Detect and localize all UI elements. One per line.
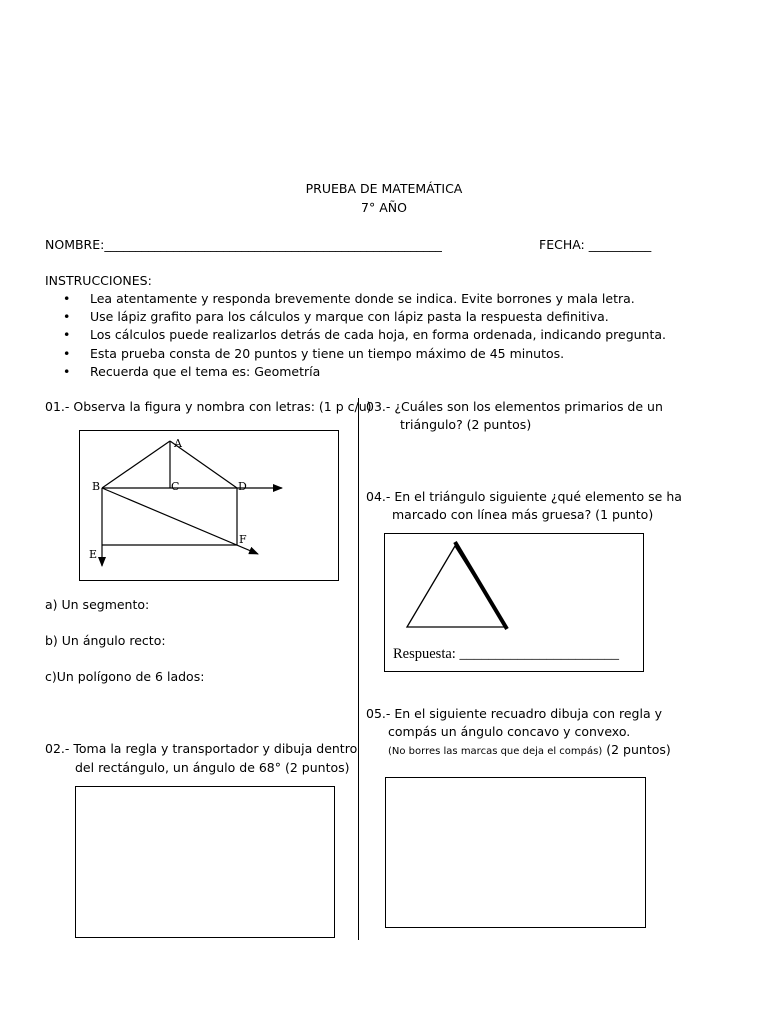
- q01-part-b: b) Un ángulo recto:: [45, 633, 166, 648]
- instruction-item: • Lea atentamente y responda brevemente donde se indica. Evite borrones y mala letra.: [63, 290, 666, 308]
- name-blank[interactable]: ______________________________________________________: [104, 237, 442, 252]
- date-label: FECHA:: [539, 237, 585, 252]
- q02-prompt-line1: 02.- Toma la regla y transportador y dibuja dentro: [45, 741, 358, 756]
- date-blank[interactable]: __________: [588, 237, 652, 252]
- q04-prompt-line1: 04.- En el triángulo siguiente ¿qué elemento se ha: [366, 489, 682, 504]
- q01-part-c: c)Un polígono de 6 lados:: [45, 669, 205, 684]
- instruction-item: • Los cálculos puede realizarlos detrás de cada hoja, en forma ordenada, indicando pregunta.: [63, 326, 666, 344]
- q02-prompt-line2: del rectángulo, un ángulo de 68° (2 puntos): [75, 760, 350, 775]
- q03-prompt-line2: triángulo? (2 puntos): [400, 417, 532, 432]
- instructions-heading: INSTRUCCIONES:: [45, 273, 152, 288]
- page-title: PRUEBA DE MATEMÁTICA: [305, 181, 463, 196]
- q05-note-text: No borres las marcas que deja el compás: [391, 746, 599, 757]
- instruction-item: • Use lápiz grafito para los cálculos y marque con lápiz pasta la respuesta definitiva.: [63, 308, 666, 326]
- triangle-outline: [407, 546, 506, 627]
- label-e: E: [89, 548, 98, 561]
- name-label: NOMBRE:: [45, 237, 105, 252]
- q05-points: (2 puntos): [606, 742, 671, 757]
- q05-note: (No borres las marcas que deja el compás) (2 puntos): [388, 742, 671, 757]
- instruction-item: • Esta prueba consta de 20 puntos y tiene un tiempo máximo de 45 minutos.: [63, 345, 666, 363]
- label-d: D: [238, 480, 247, 493]
- triangle-thick-side: [455, 542, 507, 629]
- instruction-item: • Recuerda que el tema es: Geometría: [63, 363, 666, 381]
- q05-prompt-line2: compás un ángulo concavo y convexo.: [388, 724, 631, 739]
- q01-prompt: 01.- Observa la figura y nombra con letras: (1 p c/u): [45, 399, 372, 414]
- q05-prompt-line1: 05.- En el siguiente recuadro dibuja con regla y: [366, 706, 662, 721]
- label-f: F: [239, 533, 247, 546]
- q05-answer-box[interactable]: [385, 777, 646, 928]
- q04-answer-line[interactable]: Respuesta: ______________________: [393, 646, 619, 662]
- grade-label: 7° AÑO: [361, 200, 407, 215]
- q01-part-a: a) Un segmento:: [45, 597, 150, 612]
- q04-prompt-line2: marcado con línea más gruesa? (1 punto): [392, 507, 654, 522]
- label-b: B: [92, 480, 101, 493]
- q03-prompt-line1: 03.- ¿Cuáles son los elementos primarios de un: [366, 399, 663, 414]
- label-a: A: [174, 437, 182, 450]
- label-c: C: [171, 480, 180, 493]
